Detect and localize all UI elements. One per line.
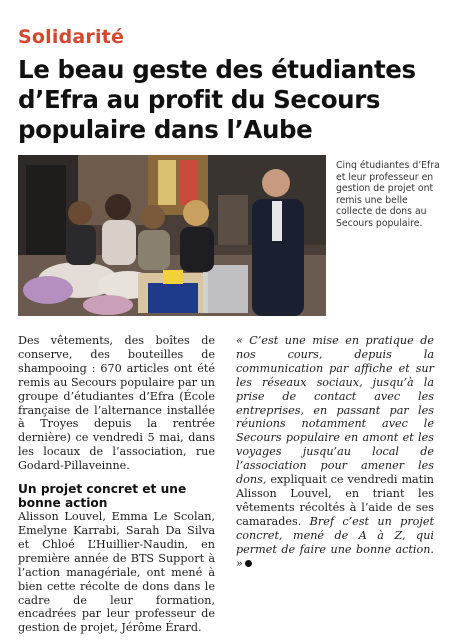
photo-caption: Cinq étudiantes d’Efra et leur professeur en gestion de projet ont remis une belle collecte de dons au Secours populaire. xyxy=(336,160,440,229)
end-of-article-icon xyxy=(245,560,252,567)
text-column-right xyxy=(236,334,434,570)
paragraph-intro: Des vêtements, des boîtes de conserve, des bouteilles de shampooing : 670 articles ont été remis au Secours populaire par un groupe d’étudiantes d’Efra (École française de l’alternance installée à Troyes depuis la rentrée dernière) ce vendredi 5 mai, dans les locaux de l’association, rue Godard-Pillaveinne. xyxy=(18,334,215,473)
paragraph-quote xyxy=(236,334,434,570)
quote-part-1: « C’est une mise en pratique de nos cours, depuis la communication par affiche et sur les réseaux sociaux, jusqu’à la prise de contact avec les entreprises, en passant par les réunions notamment avec le Secours populaire en amont et les voyages jusqu’au local de l’association pour amener les dons, xyxy=(236,334,434,487)
article-photo xyxy=(18,155,326,316)
article-subhead: Un projet concret et une bonne action xyxy=(18,482,187,510)
text-column-left xyxy=(18,334,215,635)
paragraph-students: Alisson Louvel, Emma Le Scolan, Emelyne Karrabi, Sarah Da Silva et Chloé L’Huillier-Naudin, en première année de BTS Support à l’action managériale, ont mené à bien cette récolte de dons dans le cadre de leur formation, encadrées par leur professeur de gestion de projet, Jérôme Érard. xyxy=(18,510,215,635)
quote-part-2: Bref c’est un projet concret, mené de A à Z, qui permet de faire une bonne action. » xyxy=(236,514,434,570)
article-headline: Le beau geste des étudiantes d’Efra au profit du Secours populaire dans l’Aube xyxy=(18,55,416,144)
narration-text: expliquait ce vendredi matin Alisson Louvel, en triant les vêtements récoltés à l’aide de ses camarades. xyxy=(236,473,434,528)
section-rubric: Solidarité xyxy=(18,26,125,48)
